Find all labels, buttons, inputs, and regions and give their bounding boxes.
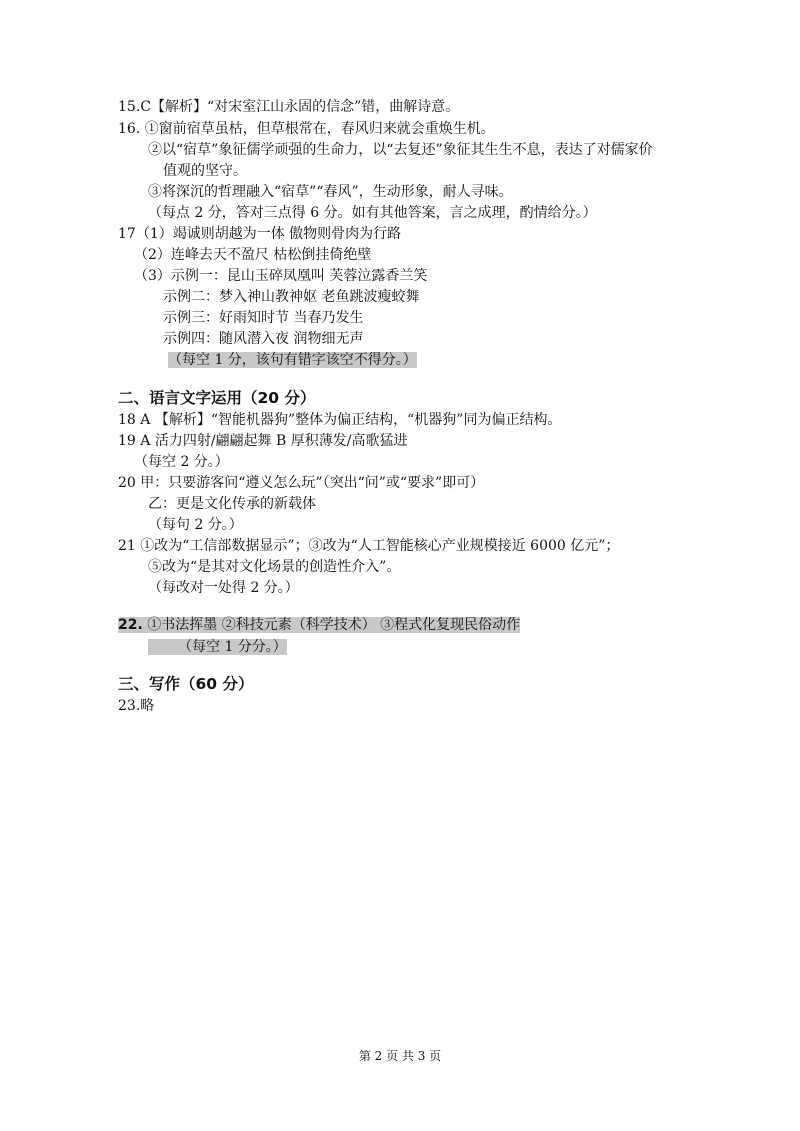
answer-q22-line1-wrap	[118, 616, 520, 634]
answer-q17-line4: 示例二：梦入神山教神妪 老鱼跳波瘦蛟舞	[163, 289, 420, 305]
answer-q22-number: 22.	[118, 617, 143, 633]
answer-q22-scoring: （每空 1 分分。）	[148, 639, 287, 655]
answer-q16-line1: 16. ①窗前宿草虽枯，但草根常在，春风归来就会重焕生机。	[118, 121, 495, 137]
section-heading-writing: 三、写作（60 分）	[118, 675, 254, 693]
answer-q16-scoring: （每点 2 分，答对三点得 6 分。如有其他答案，言之成理，酌情给分。）	[148, 205, 597, 221]
answer-q18: 18 A 【解析】“智能机器狗”整体为偏正结构，“机器狗”同为偏正结构。	[118, 412, 562, 428]
answer-q21-line2: ⑤改为“是其对文化场景的创造性介入”。	[148, 559, 401, 575]
answer-q16-line4: ③将深沉的哲理融入“宿草”“春风”，生动形象，耐人寻味。	[148, 184, 513, 200]
answer-q22-highlight	[118, 617, 520, 633]
answer-q17-line3: （3）示例一：昆山玉碎凤凰叫 芙蓉泣露香兰笑	[134, 268, 428, 284]
answer-q17-line1: 17（1）竭诚则胡越为一体 傲物则骨肉为行路	[118, 226, 402, 242]
answer-q20-line2: 乙：更是文化传承的新载体	[148, 496, 316, 512]
answer-q15: 15.C【解析】“对宋室江山永固的信念”错，曲解诗意。	[118, 99, 460, 115]
answer-q19-line1: 19 A 活力四射/翩翩起舞 B 厚积薄发/高歌猛进	[118, 433, 408, 449]
answer-q17-line5: 示例三：好雨知时节 当春乃发生	[163, 310, 364, 326]
page-number-footer: 第 2 页 共 3 页	[358, 1049, 442, 1063]
answer-q17-line6: 示例四：随风潜入夜 润物细无声	[163, 331, 364, 347]
answer-q20-line1: 20 甲：只要游客问“遵义怎么玩”（突出“问”或“要求”即可）	[118, 475, 485, 491]
answer-q19-scoring: （每空 2 分。）	[134, 454, 229, 470]
answer-q17-line2: （2）连峰去天不盈尺 枯松倒挂倚绝壁	[134, 247, 372, 263]
answer-q16-line3: 值观的坚守。	[163, 163, 247, 179]
answer-q16-line2: ②以“宿草”象征儒学顽强的生命力，以“去复还”象征其生生不息，表达了对儒家价	[148, 142, 653, 158]
section-heading-language-use: 二、语言文字运用（20 分）	[118, 389, 316, 407]
answer-q21-scoring: （每改对一处得 2 分。）	[148, 580, 299, 596]
answer-q22-scoring-wrap	[148, 638, 287, 656]
answer-q23: 23.略	[118, 698, 155, 714]
answer-q21-line1: 21 ①改为“工信部数据显示”；③改为“人工智能核心产业规模接近 6000 亿元”；	[118, 538, 620, 554]
answer-q17-scoring: （每空 1 分，该句有错字该空不得分。）	[168, 352, 417, 368]
answer-q17-scoring-wrap	[168, 351, 417, 369]
answer-q20-scoring: （每句 2 分。）	[148, 517, 243, 533]
answer-q22-line1: ①书法挥墨 ②科技元素（科学技术） ③程式化复现民俗动作	[147, 617, 521, 633]
